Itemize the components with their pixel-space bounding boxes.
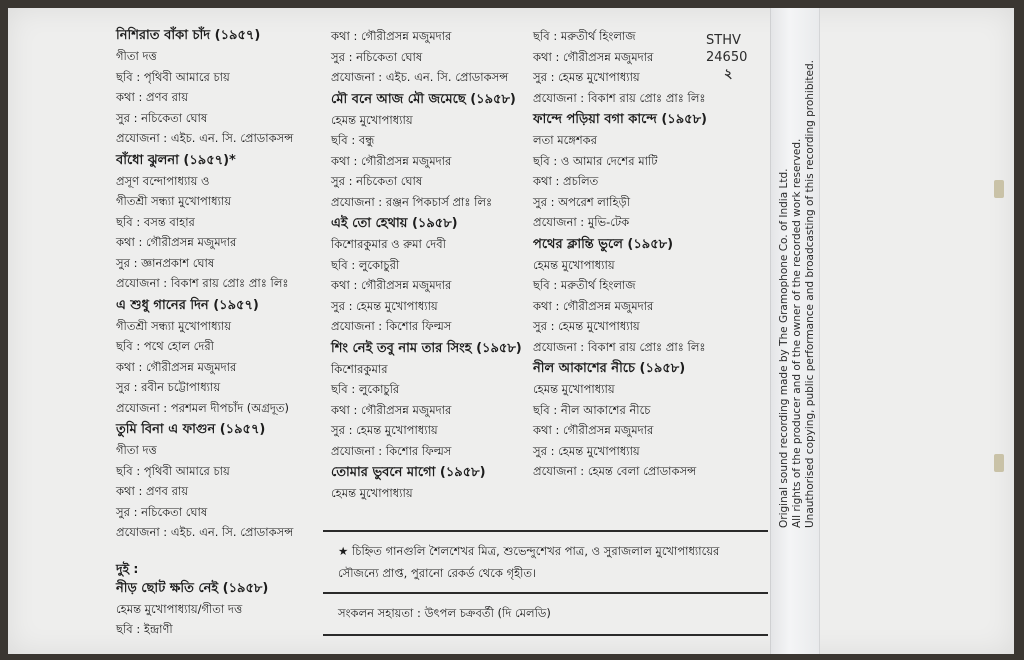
song-credit-line: সুর : হেমন্ত মুখোপাধ্যায় (533, 70, 640, 84)
song-title: এ শুধু গানের দিন (১৯৫৭) (116, 297, 259, 313)
divider-rule (323, 634, 768, 636)
song-credit-line: প্রযোজনা : বিকাশ রায় প্রোঃ প্রাঃ লিঃ (533, 90, 706, 105)
song-credit-line: সুর : হেমন্ত মুখোপাধ্যায় (533, 319, 640, 333)
song-credit-line: প্রযোজনা : এইচ. এন. সি. প্রোডাকসন্স (116, 131, 294, 145)
song-credit-line: কথা : গৌরীপ্রসন্ন মজুমদার (116, 235, 237, 249)
paper-tab (994, 454, 1004, 472)
song-entry (116, 296, 331, 419)
song-credit-line: ছবি : পৃথিবী আমারে চায় (116, 69, 230, 84)
song-entry (533, 235, 768, 358)
cassette-inlay-card (8, 8, 1014, 654)
song-credit-line: কথা : গৌরীপ্রসন্ন মজুমদার (116, 359, 237, 374)
song-title: পথের ক্লান্তি ভুলে (১৯৫৮) (533, 236, 674, 252)
song-credit-line: গীতা দত্ত (116, 49, 157, 63)
song-entry (533, 359, 768, 482)
song-column-2 (331, 26, 541, 504)
legal-notice (778, 60, 817, 528)
song-credit-line: ছবি : নীল আকাশের নীচে (533, 402, 651, 417)
song-credit-line: সুর : নচিকেতা ঘোষ (331, 174, 423, 188)
song-credit-line: ছবি : বন্ধু (331, 133, 375, 147)
song-credit-line: সুর : জ্ঞানপ্রকাশ ঘোষ (116, 255, 215, 270)
song-title: ফান্দে পড়িয়া বগা কান্দে (১৯৫৮) (533, 112, 707, 127)
song-entry (331, 463, 541, 504)
song-title: নীড় ছোট ক্ষতি নেই (১৯৫৮) (116, 580, 269, 596)
song-credit-line: প্রযোজনা : হেমন্ত বেলা প্রোডাকসন্স (533, 464, 697, 478)
song-title: মৌ বনে আজ মৌ জমেছে (১৯৫৮) (331, 91, 516, 107)
song-credit-line: লতা মঙ্গেশকর (533, 133, 597, 147)
song-title: নিশিরাত বাঁকা চাঁদ (১৯৫৭) (116, 28, 261, 43)
side-mark: ২ (724, 67, 733, 82)
song-credit-line: ছবি : লুকোচুরি (331, 382, 400, 396)
legal-line: All rights of the producer and of the owner of the recorded work reserved. (791, 138, 803, 528)
song-credit-line: কথা : গৌরীপ্রসন্ন মজুমদার (331, 278, 452, 292)
song-entry (331, 214, 541, 337)
song-title: এই তো হেথায় (১৯৫৮) (331, 216, 458, 231)
song-credit-line: ছবি : বসন্ত বাহার (116, 214, 195, 229)
song-entry (116, 420, 331, 543)
song-column-3 (533, 26, 768, 482)
song-credit-line: সুর : নচিকেতা ঘোষ (116, 504, 208, 519)
song-group (331, 90, 541, 504)
song-credit-line: প্রযোজনা : বিকাশ রায় প্রোঃ প্রাঃ লিঃ (116, 276, 289, 290)
side-two-label: দুই : (116, 560, 139, 576)
song-credit-line: সুর : নচিকেতা ঘোষ (116, 110, 208, 125)
divider-rule (323, 530, 768, 532)
song-credit-line: ছবি : ও আমার দেশের মাটি (533, 153, 658, 168)
song-credit-line: কিশোরকুমার ও রুমা দেবী (331, 237, 446, 251)
song-credit-line: হেমন্ত মুখোপাধ্যায়/গীতা দত্ত (116, 601, 243, 616)
song-credit-line: সুর : হেমন্ত মুখোপাধ্যায় (533, 443, 640, 458)
song-credit-line: গীতশ্রী সন্ধ্যা মুখোপাধ্যায় (116, 194, 232, 208)
footnote-line: সৌজন্যে প্রাপ্ত, পুরানো রেকর্ড থেকে গৃহীত। (338, 566, 537, 580)
song-title: তুমি বিনা এ ফাগুন (১৯৫৭) (116, 422, 266, 437)
song-credit-line: ছবি : পৃথিবী আমারে চায় (116, 463, 230, 478)
compilation-credit: সংকলন সহায়তা : উৎপল চক্রবর্তী (দি মেলডি) (338, 606, 551, 620)
song-credit-line: প্রযোজনা : পরশমল দীপচাঁদ (অগ্রদূত) (116, 400, 289, 415)
song-credit-line: সুর : হেমন্ত মুখোপাধ্যায় (331, 423, 438, 437)
song-credit-line: সুর : অপরেশ লাহিড়ী (533, 194, 631, 209)
song-credit-line: কথা : প্রচলিত (533, 174, 599, 188)
divider-rule (323, 592, 768, 594)
catalog-code: STHV (706, 33, 741, 48)
song-credit-line: প্রযোজনা : রঞ্জন পিকচার্স প্রাঃ লিঃ (331, 194, 493, 209)
song-credit-line: প্রসূণ বন্দোপাধ্যায় ও (116, 173, 210, 188)
song-entry (533, 110, 768, 233)
song-credit-line: হেমন্ত মুখোপাধ্যায় (533, 382, 615, 396)
song-credit-line: হেমন্ত মুখোপাধ্যায় (331, 112, 413, 127)
song-credit-line: গীতশ্রী সন্ধ্যা মুখোপাধ্যায় (116, 318, 232, 333)
song-credit-line: কথা : গৌরীপ্রসন্ন মজুমদার (533, 49, 654, 64)
song-credit-line: কথা : প্রণব রায় (116, 90, 189, 104)
song-credit-line: ছবি : মরুতীর্থ হিংলাজ (533, 29, 636, 43)
song-credit-line: প্রযোজনা : কিশোর ফিল্মস (331, 443, 452, 458)
song-title: শিং নেই তবু নাম তার সিংহ (১৯৫৮) (331, 340, 522, 356)
catalog-num: 24650 (706, 50, 748, 65)
paper-tab (994, 180, 1004, 198)
song-credit-line: গীতা দত্ত (116, 443, 157, 457)
legal-line: Unauthorised copying, public performance and broadcasting of this recording prohibited. (804, 59, 816, 528)
song-title: তোমার ভুবনে মাগো (১৯৫৮) (331, 465, 486, 480)
song-credit-line: কথা : গৌরীপ্রসন্ন মজুমদার (331, 29, 452, 43)
song-credit-line: প্রযোজনা : মুভি-টেক (533, 215, 630, 229)
song-title: বাঁধো ঝুলনা (১৯৫৭)* (116, 152, 236, 168)
song-credit-line: কিশোরকুমার (331, 361, 388, 376)
song-credit-line: কথা : গৌরীপ্রসন্ন মজুমদার (331, 153, 452, 168)
song-credit-line: ছবি : পথে হোল দেরী (116, 339, 214, 353)
song-credit-line: সুর : নচিকেতা ঘোষ (331, 49, 423, 64)
song-column-1 (116, 26, 331, 640)
song-title: নীল আকাশের নীচে (১৯৫৮) (533, 361, 686, 376)
song-entry (331, 90, 541, 213)
song-credit-line: কথা : গৌরীপ্রসন্ন মজুমদার (533, 423, 654, 437)
song-credit-line: প্রযোজনা : কিশোর ফিল্মস (331, 319, 452, 333)
song-credit-line: প্রযোজনা : এইচ. এন. সি. প্রোডাকসন্স (116, 525, 294, 539)
footnote-line: ★ চিহ্নিত গানগুলি শৈলশেখর মিত্র, শুভেন্দুশেখর পাত্র, ও সুরাজলাল মুখোপাধ্যায়ের (338, 544, 720, 558)
song-credit-line: কথা : প্রণব রায় (116, 484, 189, 498)
song-group (533, 110, 768, 482)
song-credit-line: প্রযোজনা : এইচ. এন. সি. প্রোডাকসন্স (331, 70, 509, 84)
song-credit-line: প্রযোজনা : বিকাশ রায় প্রোঃ প্রাঃ লিঃ (533, 339, 706, 354)
song-credit-line: কথা : গৌরীপ্রসন্ন মজুমদার (533, 298, 654, 313)
footnote (338, 540, 768, 584)
song-credit-line: সুর : হেমন্ত মুখোপাধ্যায় (331, 298, 438, 313)
song-credit-line: হেমন্ত মুখোপাধ্যায় (533, 257, 615, 272)
legal-line: Original sound recording made by The Gramophone Co. of India Ltd. (778, 168, 790, 528)
song-entry (116, 151, 331, 294)
song-credit-line: ছবি : মরুতীর্থ হিংলাজ (533, 278, 636, 292)
song-entry (116, 26, 331, 149)
song-credit-line: সুর : রবীন চট্টোপাধ্যায় (116, 380, 221, 394)
song-credit-line: ছবি : লুকোচুরী (331, 257, 400, 272)
song-credit-line: কথা : গৌরীপ্রসন্ন মজুমদার (331, 402, 452, 417)
song-entry (331, 339, 541, 462)
song-credit-line: হেমন্ত মুখোপাধ্যায় (331, 486, 413, 500)
song-credit-line: ছবি : ইন্দ্রাণী (116, 622, 173, 636)
